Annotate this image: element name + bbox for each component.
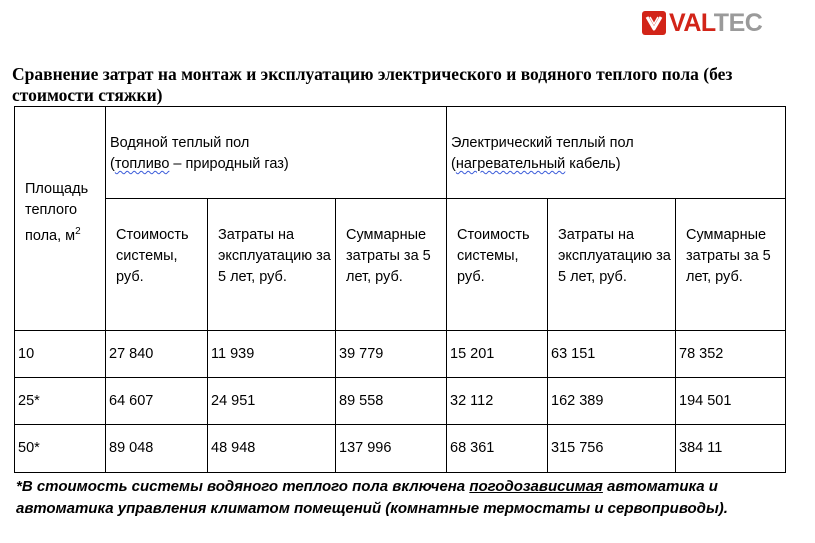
- footnote: [16, 476, 796, 520]
- water-floor-paren: (: [110, 156, 115, 172]
- table-cell: 137 996: [336, 425, 447, 473]
- electric-floor-source-word: нагревательный: [455, 156, 566, 172]
- table-cell-area: 25*: [15, 378, 106, 425]
- table-cell: 15 201: [447, 331, 548, 378]
- cost-comparison-table: [14, 106, 786, 473]
- electric-floor-source: [451, 154, 781, 175]
- table-row: [15, 378, 786, 425]
- table-cell: 39 779: [336, 331, 447, 378]
- logo-part-2: TEC: [713, 8, 763, 37]
- water-floor-fuel: [110, 154, 442, 175]
- table-cell: 68 361: [447, 425, 548, 473]
- table-cell: 24 951: [208, 378, 336, 425]
- footnote-underlined-word: погодозависимая: [469, 478, 603, 495]
- document-title: Сравнение затрат на монтаж и эксплуатацию электрического и водяного теплого пола (без стоимости стяжки): [12, 64, 733, 105]
- table-cell: 27 840: [106, 331, 208, 378]
- table-cell: 32 112: [447, 378, 548, 425]
- valtec-logo: [641, 8, 762, 38]
- water-system-cost-header: Стоимость системы, руб.: [106, 199, 208, 331]
- table-cell: 78 352: [676, 331, 786, 378]
- table-cell: 64 607: [106, 378, 208, 425]
- electric-system-cost-header: Стоимость системы, руб.: [447, 199, 548, 331]
- area-header-cell: [15, 107, 106, 331]
- table-cell: 162 389: [548, 378, 676, 425]
- electric-floor-paren: (: [451, 156, 456, 172]
- logo-part-1: VAL: [669, 8, 714, 37]
- electric-floor-title: Электрический теплый пол: [451, 135, 634, 151]
- water-total-cost-header: Суммарные затраты за 5 лет, руб.: [336, 199, 447, 331]
- water-operation-cost-header: Затраты на эксплуатацию за 5 лет, руб.: [208, 199, 336, 331]
- electric-operation-cost-header: Затраты на эксплуатацию за 5 лет, руб.: [548, 199, 676, 331]
- table-cell: 89 558: [336, 378, 447, 425]
- footnote-text-end: автоматика и автоматика управления климатом помещений (комнатные термостаты и сервоприводы).: [16, 478, 728, 517]
- electric-floor-source-rest: кабель): [565, 156, 621, 172]
- table-cell: 384 11: [676, 425, 786, 473]
- valtec-shield-icon: [641, 10, 667, 36]
- footnote-text-start: *В стоимость системы водяного теплого пола включена: [16, 478, 470, 495]
- table-cell: 315 756: [548, 425, 676, 473]
- area-header-text: Площадь теплого пола, м: [25, 181, 89, 244]
- electric-total-cost-header: Суммарные затраты за 5 лет, руб.: [676, 199, 786, 331]
- table-cell: 48 948: [208, 425, 336, 473]
- area-header-sup: 2: [75, 226, 81, 237]
- water-floor-fuel-rest: – природный газ): [169, 156, 289, 172]
- table-row: [15, 331, 786, 378]
- logo-wordmark: [669, 8, 763, 37]
- table-cell: 194 501: [676, 378, 786, 425]
- table-cell: 11 939: [208, 331, 336, 378]
- table-cell: 89 048: [106, 425, 208, 473]
- table-cell-area: 50*: [15, 425, 106, 473]
- water-floor-group-header: [106, 107, 447, 199]
- table-cell: 63 151: [548, 331, 676, 378]
- water-floor-title: Водяной теплый пол: [110, 135, 250, 151]
- table-row: [15, 425, 786, 473]
- water-floor-fuel-word: топливо: [114, 156, 170, 172]
- electric-floor-group-header: [447, 107, 786, 199]
- table-cell-area: 10: [15, 331, 106, 378]
